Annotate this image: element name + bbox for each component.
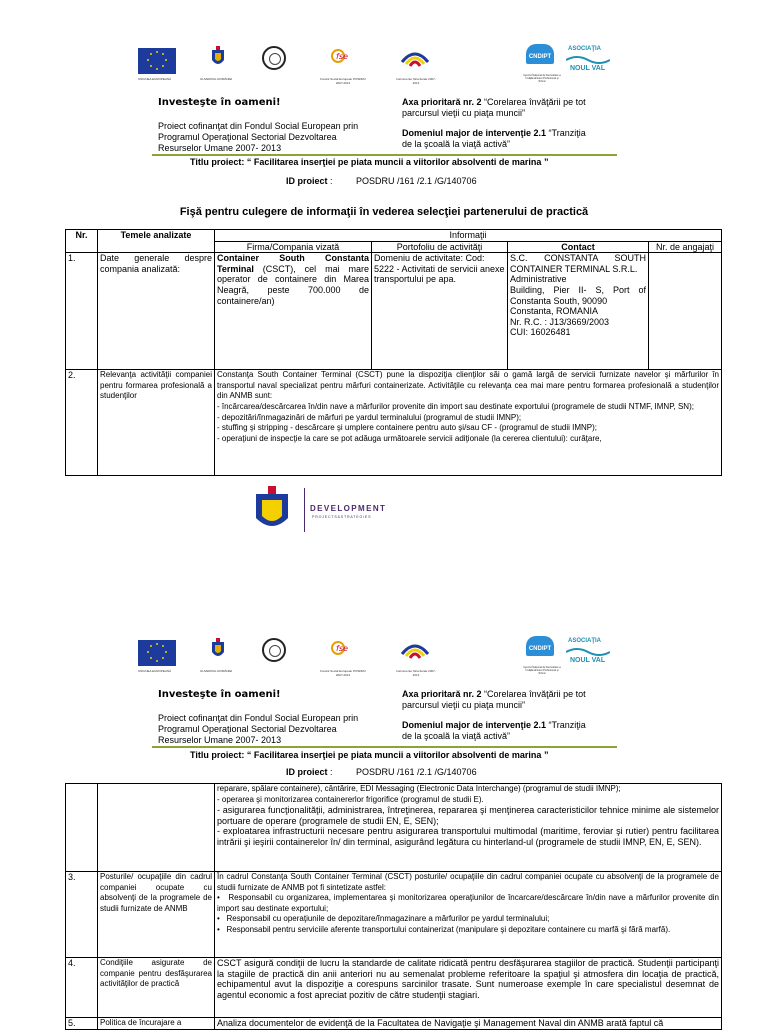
table-row [66,784,722,872]
header-contact: Contact [508,241,649,253]
axis-label: Axa prioritară nr. 2 [402,689,482,699]
header-portofoliu: Portofoliu de activităţi [372,241,508,253]
contact-line: Constanta, ROMANIA [510,306,599,317]
relevance-bullet: - operaţiuni de inspecţie la care se pot adăuga următoarele servicii adiţionale (la cererea clientului): curăţare, [217,433,602,443]
project-line-3: Resurselor Umane 2007- 2013 [158,143,282,153]
eu-caption: UNIUNEA EUROPEANĂ [138,77,172,81]
instrumente-structurale-logo [400,636,430,662]
project-line-1: Proiect cofinanţat din Fondul Social European prin [158,713,359,723]
document-title: Fişă pentru culegere de informaţii în vederea selecţiei partenerului de practică [179,206,589,218]
positions-bullet-text: Responsabil cu organizarea, implementarea şi monitorizarea operaţiunilor de încarcare/descărcare în/din nave a mărfurilor provenite din import sau destinate exportului; [217,893,720,913]
portfolio-cell: Domeniu de activitate: Cod: 5222 - Activitati de servicii anexe transportului pe apa. [372,253,508,370]
axis-text-1: “Corelarea învăţării pe tot [481,97,586,107]
project-id [286,767,333,778]
fse-caption: Fondul Social European POSDRU 2007-2013 [320,77,366,85]
domain-text-2: de la şcoală la viaţă activă” [402,731,511,741]
employees-cell [649,253,722,370]
id-colon: : [330,767,333,777]
motto: Investeşte în oameni! [158,689,281,700]
relevance-paragraph: Constanţa South Container Terminal (CSCT) pune la dispoziţia clienţilor săi o gamă largă de servicii furnizate navelor şi mărfurilor în transportul naval specializat pentru mărfuri containerizate. Activităţile cu relevanţa cea mai mare pentru formarea profesională a studenţilor din ANMB sunt: [217,370,720,401]
conditions-cell: CSCT asigură condiţii de lucru la standarde de calitate ridicată pentru desfăşurarea stagiilor de practică. Studenţii participanţi la stagiile de practică din anii anteriori nu au semenalat probleme referitoare la spaţiul şi atmosfera din locaţia de practică, echipamentul avut la dispoziţie a corespuns sarcinilor trasate. Sunt numeroase exemple în care specialistul desemnat de agentul economic a fost apreciat pozitiv de către studenţii stagiari. [215,958,722,1018]
svg-text:fse: fse [336,52,348,61]
positions-bullet-text: Responsabil pentru serviciile aferente transportului containerizat (manipulare şi depozitare containere cu marfă şi fără marfă). [226,924,671,934]
contact-line: Nr. R.C. : J13/3669/2003 [510,316,610,327]
id-label: ID proiect [286,767,328,777]
romania-crest-logo [210,638,226,662]
policy-cell: Analiza documentelor de evidenţă de la Facultatea de Navigaţie şi Management Naval din ANMB arată faptul că [215,1018,722,1030]
fse-caption: Fondul Social European POSDRU 2007-2013 [320,669,366,677]
contact-cell [508,253,649,370]
eu-flag-logo [138,640,176,666]
project-cofinance [158,713,358,746]
contact-line: CUI: 16026481 [510,327,571,338]
domain-text-1: “Tranziţia [546,720,586,730]
fse-logo [328,44,354,68]
noul-val-bottom-text: NOUL VAL [570,657,606,664]
development-projects-logo [252,484,387,536]
ministry-seal-logo [262,638,286,662]
gov-caption: GUVERNUL ROMÂNIEI [200,77,233,81]
cndipt-logo: CNDIPT [520,44,558,72]
contact-line: S.C. CONSTANTA SOUTH CONTAINER TERMINAL S.R.L. [510,253,646,274]
noul-val-logo [566,44,610,76]
positions-paragraph: În cadrul Constanţa South Container Terminal (CSCT) posturile/ ocupaţiile din cadrul companiei ocupate cu absolvenţi de la programele de studii furnizate de ANMB pot fi sintetizate astfel: [217,872,719,892]
id-colon: : [330,176,333,186]
eu-flag-logo [138,48,176,74]
motto: Investeşte în oameni! [158,97,281,108]
continued-cell [215,784,722,872]
row-number [66,784,98,872]
contact-line: Administrative [510,274,567,285]
axis-text-1: “Corelarea învăţării pe tot [481,689,586,699]
project-line-2: Programul Operaţional Sectorial Dezvoltarea [158,724,337,734]
row-number: 1. [66,253,98,370]
table-row [66,872,722,958]
contact-line: Building, Pier II- S, Port of Constanta South, 90090 [510,284,646,306]
noul-val-top-text: ASOCIAŢIA [568,46,601,52]
development-word: DEVELOPMENT [310,504,387,513]
instrumente-structurale-logo [400,44,430,70]
svg-text:fse: fse [336,644,348,653]
gov-caption: GUVERNUL ROMÂNIEI [200,669,233,673]
development-sub: PROJECTS&STRATEGIES [312,515,372,519]
header-rule [152,746,617,748]
info-table-page-1 [65,229,722,476]
domain-text-1: “Tranziţia [546,128,586,138]
axis-text-2: parcursul vieţii cu piaţa muncii” [402,108,526,118]
header-teme: Temele analizate [98,230,215,253]
project-line-1: Proiect cofinanţat din Fondul Social European prin [158,121,359,131]
fse-logo [328,636,354,660]
relevance-bullet: - stuffing şi stripping - descărcare şi umplere containere pentru auto şi/sau CF - (programul de studii IMNP); [217,423,598,433]
row-theme: Relevanţa activităţii companiei pentru formarea profesională a studenţilor [98,370,215,476]
positions-bullet: • Responsabil pentru serviciile aferente transportului containerizat (manipulare şi depozitare containere cu marfă şi fără marfă). [217,924,671,934]
axis-text-2: parcursul vieţii cu piaţa muncii” [402,700,526,710]
positions-bullet-text: Responsabil cu operaţiunile de depozitare/înmagazinare a mărfurilor pe yardul terminalului; [226,914,550,924]
domain-text-2: de la şcoală la viaţă activă” [402,139,511,149]
is-caption: Instrumente Structurale 2007-2013 [396,77,436,85]
intervention-domain [402,720,586,742]
noul-val-top-text: ASOCIAŢIA [568,638,601,644]
cndipt-caption: Centrul Naţional de Dezvoltare a Învăţământului Profesional şi Tehnic [523,74,561,83]
continued-bullet: - exploatarea infrastructurii necesare pentru asigurarea transportului multimodal (maritime, feroviar şi rutier) pentru facilitarea intrării şi ieşirii containerelor în/ din terminal, asigurând legătura cu hinterland-ul (programele de studii IMNP, EN, E, SEN). [217,826,719,847]
navy-academy-crest-icon [252,484,292,536]
company-name: Container South Constanta Terminal [217,253,369,274]
priority-axis [402,689,586,711]
title-text: : “ Facilitarea inserţiei pe piata muncii a viitorilor absolventi de marina ” [241,750,549,760]
table-row [66,958,722,1018]
row-theme [98,784,215,872]
continued-bullet: - asigurarea funcţionalităţii, administrarea, întreţinerea, repararea şi menţinerea caracteristicilor tehnice minime ale sistemelor portuare de operare (programele de studii EN, E, SEN); [217,805,719,826]
positions-bullet: • Responsabil cu organizarea, implementarea şi monitorizarea operaţiunilor de încarcare/descărcare în/din nave a mărfurilor provenite din import sau destinate exportului; [217,893,720,913]
header-rule [152,154,617,156]
relevance-bullet: - depozitări/înmagazinări de mărfuri pe yardul terminalului (programul de studii IMNP); [217,412,522,422]
intervention-domain [402,128,586,150]
project-line-3: Resurselor Umane 2007- 2013 [158,735,282,745]
project-cofinance [158,121,358,154]
priority-axis [402,97,586,119]
cndipt-logo: CNDIPT [520,636,558,664]
title-label: Titlu proiect [190,157,242,167]
title-label: Titlu proiect [190,750,242,760]
romania-crest-logo [210,46,226,70]
header-firma: Firma/Compania vizată [215,241,372,253]
project-line-2: Programul Operaţional Sectorial Dezvoltarea [158,132,337,142]
cndipt-caption: Centrul Naţional de Dezvoltare a Învăţământului Profesional şi Tehnic [523,666,561,675]
row-number: 2. [66,370,98,476]
project-title [190,157,548,168]
positions-bullet: • Responsabil cu operaţiunile de depozitare/înmagazinare a mărfurilor pe yardul terminalului; [217,914,550,924]
noul-val-bottom-text: NOUL VAL [570,65,606,72]
axis-label: Axa prioritară nr. 2 [402,97,482,107]
table-row [66,253,722,370]
eu-caption: UNIUNEA EUROPEANĂ [138,669,172,673]
row-number: 4. [66,958,98,1018]
row-theme: Condiţiile asigurate de companie pentru desfăşurarea activităţilor de practică [98,958,215,1018]
row-theme: Posturile/ ocupaţiile din cadrul companiei ocupate cu absolvenţi de la programele de studii furnizate de ANMB [98,872,215,958]
project-id-value: POSDRU /161 /2.1 /G/140706 [356,176,477,186]
project-id [286,176,333,187]
row-number: 3. [66,872,98,958]
relevance-bullet: - încărcarea/descărcarea în/din nave a mărfurilor provenite din import sau destinate exportului (programele de studii NTMF, IMNP, SN); [217,401,694,411]
row-theme: Date generale despre compania analizată: [98,253,215,370]
row-theme: Politica de încurajare a [98,1018,215,1030]
header-angajati: Nr. de angajaţi [649,241,722,253]
is-caption: Instrumente Structurale 2007-2013 [396,669,436,677]
relevance-cell [215,370,722,476]
header-nr: Nr. [66,230,98,253]
logo-row-page-2 [138,636,610,686]
title-text: : “ Facilitarea inserţiei pe piata muncii a viitorilor absolventi de marina ” [241,157,549,167]
project-title [190,750,548,761]
positions-cell [215,872,722,958]
continued-bullet: - operarea şi monitorizarea containererlor frigorifice (programul de studii E). [217,794,484,804]
continued-paragraph: reparare, spălare containere), cântărire, EDI Messaging (Electronic Data Interchange) (programul de studii IMNP); [217,784,621,793]
domain-label: Domeniul major de intervenţie 2.1 [402,128,547,138]
row-number: 5. [66,1018,98,1030]
ministry-seal-logo [262,46,286,70]
id-label: ID proiect [286,176,328,186]
company-cell [215,253,372,370]
logo-row [138,44,610,94]
table-row [66,370,722,476]
noul-val-logo [566,636,610,668]
project-id-value: POSDRU /161 /2.1 /G/140706 [356,767,477,777]
header-informatii: Informaţii [215,230,722,242]
info-table-page-2 [65,783,722,1030]
domain-label: Domeniul major de intervenţie 2.1 [402,720,547,730]
company-desc: (CSCT), cel mai mare operator de containere din Marea Neagră, peste 700.000 de containere/an) [217,263,369,306]
